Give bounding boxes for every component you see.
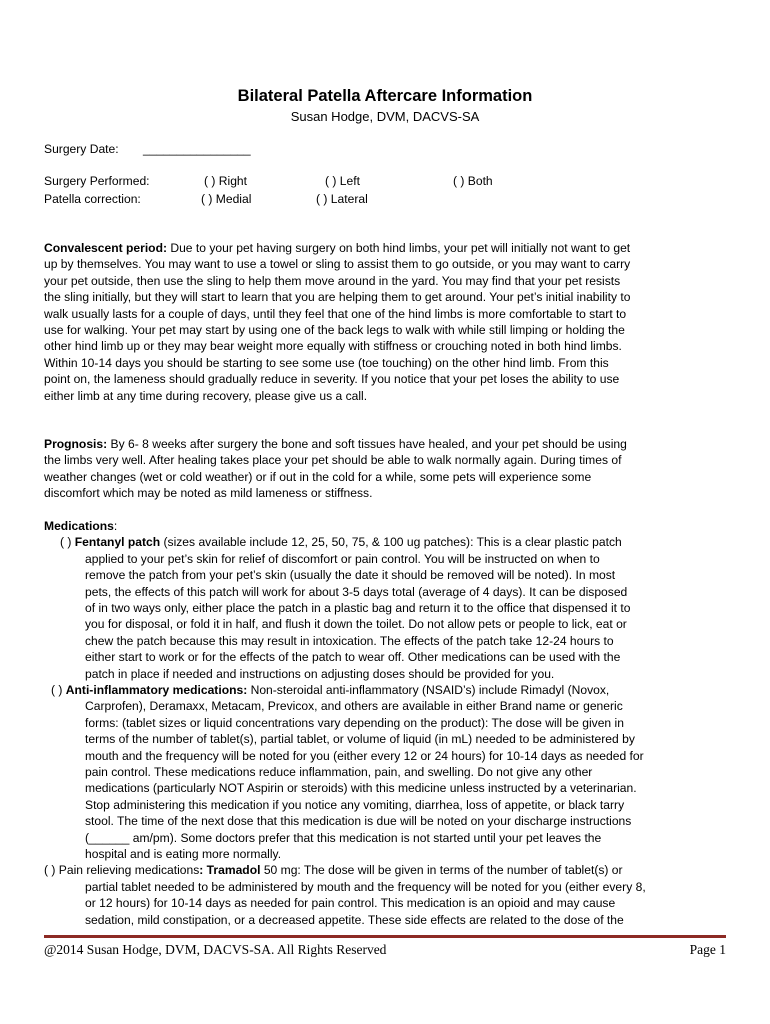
antiinflammatory-line: mouth and the frequency will be noted for you (either every 12 or 24 hours) for 10-14 days as needed for — [85, 748, 644, 763]
convalescent-line: Within 10-14 days you should be starting to see some use (toe touching) on the other hind limb. From this — [44, 355, 609, 370]
convalescent-line: Convalescent period: Due to your pet having surgery on both hind limbs, your pet will initially not want to get — [44, 241, 631, 255]
antiinflammatory-checkbox: ( ) — [51, 683, 63, 697]
convalescent-line: other hind limb up or they may bear weight more equally with stiffness or crouching noted in both hind limbs. — [44, 339, 622, 354]
pain-relieving-item: ( ) Pain relieving medications: Tramadol 50 mg: The dose will be given in terms of the number of tablet(s) or — [44, 863, 623, 878]
footer-page-number: Page 1 — [689, 942, 726, 957]
fentanyl-name: Fentanyl patch — [74, 535, 161, 550]
antiinflammatory-line: hospital and is eating more normally. — [85, 847, 282, 861]
antiinflammatory-line: forms: (tablet sizes or liquid concentrations vary depending on the product): The dose will be given in — [85, 715, 624, 730]
antiinflammatory-line: Stop administering this medication if you notice any vomiting, diarrhea, loss of appetite, or black tarry — [85, 797, 625, 812]
fentanyl-line: either start to work or for the effects of the patch to wear off. Other medications can be used with the — [85, 650, 621, 665]
antiinflammatory-line: pain control. These medications reduce inflammation, pain, and swelling. Do not give any other — [85, 765, 593, 779]
fentanyl-line: chew the patch because this may result in intoxication. The effects of the patch take 12-24 hours to — [85, 633, 614, 648]
convalescent-line: the sling initially, but they will start to learn that you are helping them to get around. Your pet’s initial inability to — [44, 290, 631, 305]
surgery-date-blank: ________________ — [143, 142, 251, 156]
medications-heading: Medications — [44, 519, 114, 533]
lateral-option: ( ) Lateral — [316, 192, 368, 206]
convalescent-line: use for walking. Your pet may start by using one of the back legs to walk with while still limping or holding the — [44, 323, 625, 337]
pain-relieving-line: or 12 hours) for 10-14 days as needed for pain control. This medication is an opioid and may cause — [85, 896, 616, 911]
left-option: ( ) Left — [325, 174, 360, 188]
pain-relieving-label: Pain relieving medications — [55, 863, 200, 878]
prognosis-line: Prognosis: By 6- 8 weeks after surgery the bone and soft tissues have healed, and your pet should be using — [44, 437, 627, 451]
medial-option: ( ) Medial — [201, 192, 252, 206]
convalescent-line: up by themselves. You may want to use a towel or sling to assist them to go outside, or you may want to carry — [44, 257, 631, 272]
footer-divider — [44, 935, 726, 938]
antiinflammatory-line: stool. The time of the next dose that this medication is due will be noted on your discharge instructions — [85, 814, 632, 829]
document-author: Susan Hodge, DVM, DACVS-SA — [290, 109, 480, 124]
convalescent-line: point on, the lameness should gradually reduce in severity. If you notice that your pet loses the ability to use — [44, 372, 620, 387]
fentanyl-line: pets, the effects of this patch will work for about 3-5 days total (average of 4 days). It can be disposed — [85, 584, 628, 599]
convalescent-line: walk usually lasts for a couple of days, until they feel that one of the hind limbs is more comfortable to start to — [44, 306, 627, 321]
fentanyl-checkbox: ( ) — [60, 535, 72, 550]
antiinflammatory-line: medications (particularly NOT Aspirin or steroids) with this medicine unless instructed by a veterinarian. — [85, 781, 637, 796]
antiinflammatory-line: Carprofen), Deramaxx, Metacam, Previcox, and others are available in either Brand name or generic — [85, 699, 623, 714]
antiinflammatory-line: terms of the number of tablet(s), partial tablet, or volume of liquid (in mL) needed to be administered by — [85, 732, 635, 747]
footer-copyright: @2014 Susan Hodge, DVM, DACVS-SA. All Rights Reserved — [44, 942, 387, 957]
prognosis-heading: Prognosis: — [44, 437, 108, 451]
pain-relieving-checkbox: ( ) — [44, 863, 56, 878]
fentanyl-line: applied to your pet’s skin for relief of discomfort or pain control. You will be instructed on when to — [85, 551, 600, 566]
prognosis-line: the limbs very well. After healing takes place your pet should be able to walk normally again. During times of — [44, 453, 622, 468]
antiinflammatory-item: ( ) Anti-inflammatory medications: Non-steroidal anti-inflammatory (NSAID’s) include Rimadyl (Novox, — [51, 683, 610, 697]
patella-correction-label: Patella correction: — [44, 192, 141, 206]
fentanyl-item: ( ) Fentanyl patch (sizes available include 12, 25, 50, 75, & 100 ug patches): This is a clear plastic patch — [60, 535, 622, 550]
convalescent-line: either limb at any time during recovery, please give us a call. — [44, 388, 368, 403]
pain-relieving-line: sedation, mild constipation, or a decreased appetite. These side effects are related to the dose of the — [85, 912, 624, 927]
surgery-performed-label: Surgery Performed: — [44, 174, 150, 188]
prognosis-line: weather changes (wet or cold weather) or if out in the cold for a while, some pets will experience some — [44, 469, 592, 484]
tramadol-name: Tramadol — [203, 863, 261, 878]
fentanyl-line: of in two ways only, either place the patch in a plastic bag and return it to the office that dispensed it to — [85, 601, 631, 615]
both-option: ( ) Both — [453, 174, 493, 188]
document-title: Bilateral Patella Aftercare Information — [237, 87, 533, 105]
prognosis-line: discomfort which may be noted as mild lameness or stiffness. — [44, 486, 373, 501]
fentanyl-line: remove the patch from your pet’s skin (usually the date it should be removed will be noted). In most — [85, 568, 616, 583]
fentanyl-line: patch in place if needed and instructions on adjusting doses should be provided for you. — [85, 666, 555, 681]
surgery-date-label: Surgery Date: — [44, 142, 119, 156]
antiinflammatory-name: Anti-inflammatory medications: — [65, 683, 248, 697]
pain-relieving-line: partial tablet needed to be administered by mouth and the frequency will be noted for you (either every 8, — [85, 879, 646, 894]
antiinflammatory-line: (______ am/pm). Some doctors prefer that this medication is not started until your pet leaves the — [85, 830, 602, 845]
right-option: ( ) Right — [204, 174, 248, 188]
convalescent-heading: Convalescent period: — [44, 241, 167, 255]
fentanyl-line: you for disposal, or fold it in half, and flush it down the toilet. Do not allow pets or people to lick, eat or — [85, 617, 627, 632]
medications-heading-line: Medications: — [44, 519, 118, 533]
convalescent-line: your pet outside, then use the sling to help them move around in the yard. You may find that your pet resists — [44, 273, 621, 288]
